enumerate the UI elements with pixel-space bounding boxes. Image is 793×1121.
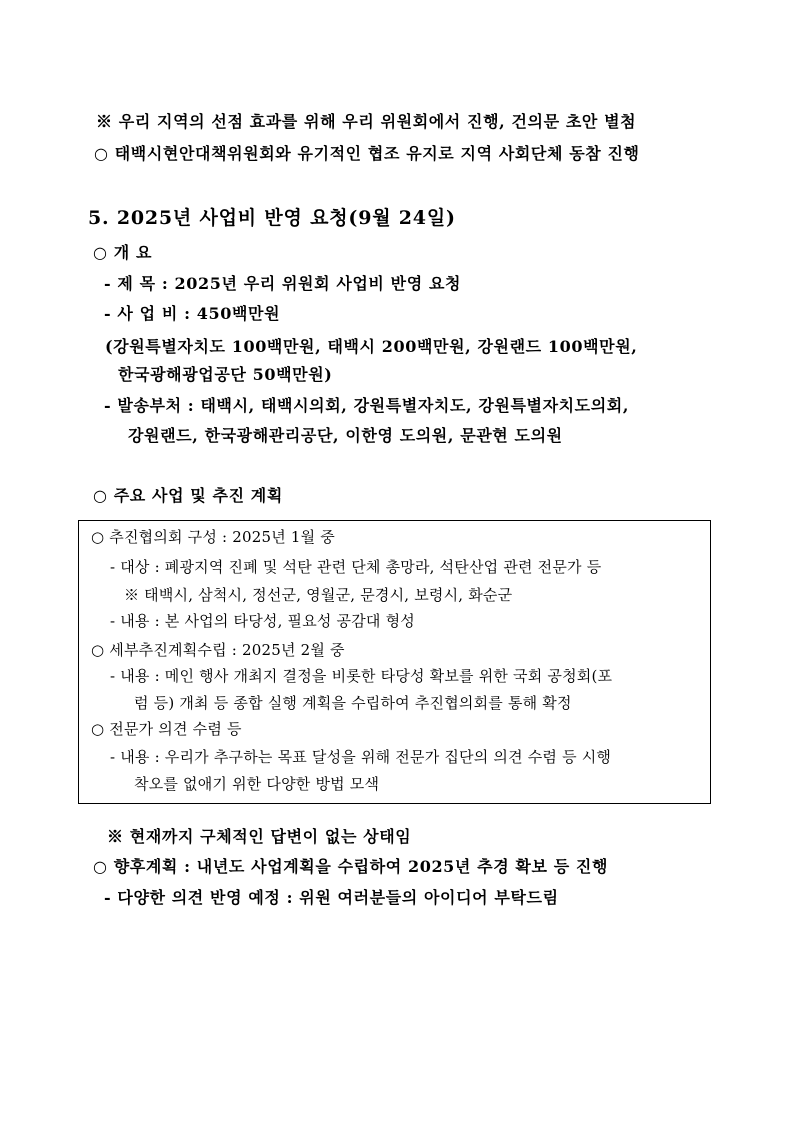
- box-line-3: ※ 태백시, 삼척시, 정선군, 영월군, 문경시, 보령시, 화순군: [124, 586, 513, 604]
- box-line-6: - 내용 : 메인 행사 개최지 결정을 비롯한 타당성 확보를 위한 국회 공청회(포: [110, 667, 613, 685]
- future-plan: ○ 향후계획 : 내년도 사업계획을 수립하여 2025년 추경 확보 등 진행: [93, 857, 609, 876]
- recipients-line-2: 강원랜드, 한국광해관리공단, 이한영 도의원, 문관현 도의원: [128, 426, 563, 445]
- box-line-10: 착오를 없애기 위한 다양한 방법 모색: [134, 775, 380, 793]
- note-preemption: ※ 우리 지역의 선점 효과를 위해 우리 위원회에서 진행, 건의문 초안 별첨: [96, 112, 637, 131]
- box-line-5: ○ 세부추진계획수립 : 2025년 2월 중: [91, 641, 345, 659]
- box-line-1: ○ 추진협의회 구성 : 2025년 1월 중: [91, 528, 335, 546]
- budget-line: - 사 업 비 : 450백만원: [104, 304, 281, 323]
- budget-detail-2: 한국광해광업공단 50백만원): [118, 365, 333, 384]
- box-line-7: 럼 등) 개최 등 종합 실행 계획을 수립하여 추진협의회를 통해 확정: [134, 694, 572, 712]
- recipients-line-1: - 발송부처 : 태백시, 태백시의회, 강원특별자치도, 강원특별자치도의회,: [104, 396, 630, 415]
- budget-detail-1: (강원특별자치도 100백만원, 태백시 200백만원, 강원랜드 100백만원,: [105, 337, 638, 356]
- opinion-line: - 다양한 의견 반영 예정 : 위원 여러분들의 아이디어 부탁드림: [104, 888, 559, 907]
- title-line: - 제 목 : 2025년 우리 위원회 사업비 반영 요청: [104, 274, 462, 293]
- box-line-9: - 내용 : 우리가 추구하는 목표 달성을 위해 전문가 집단의 의견 수렴 등 시행: [110, 748, 612, 766]
- plan-heading: ○ 주요 사업 및 추진 계획: [93, 486, 283, 505]
- box-line-8: ○ 전문가 의견 수렴 등: [91, 720, 242, 738]
- item-cooperation: ○ 태백시현안대책위원회와 유기적인 협조 유지로 지역 사회단체 동참 진행: [94, 144, 640, 163]
- box-line-4: - 내용 : 본 사업의 타당성, 필요성 공감대 형성: [110, 612, 415, 630]
- box-line-2: - 대상 : 폐광지역 진폐 및 석탄 관련 단체 총망라, 석탄산업 관련 전문가 등: [110, 558, 602, 576]
- section-5-heading: 5. 2025년 사업비 반영 요청(9월 24일): [88, 207, 456, 229]
- overview-label: ○ 개 요: [93, 243, 153, 262]
- status-note: ※ 현재까지 구체적인 답변이 없는 상태임: [107, 827, 412, 846]
